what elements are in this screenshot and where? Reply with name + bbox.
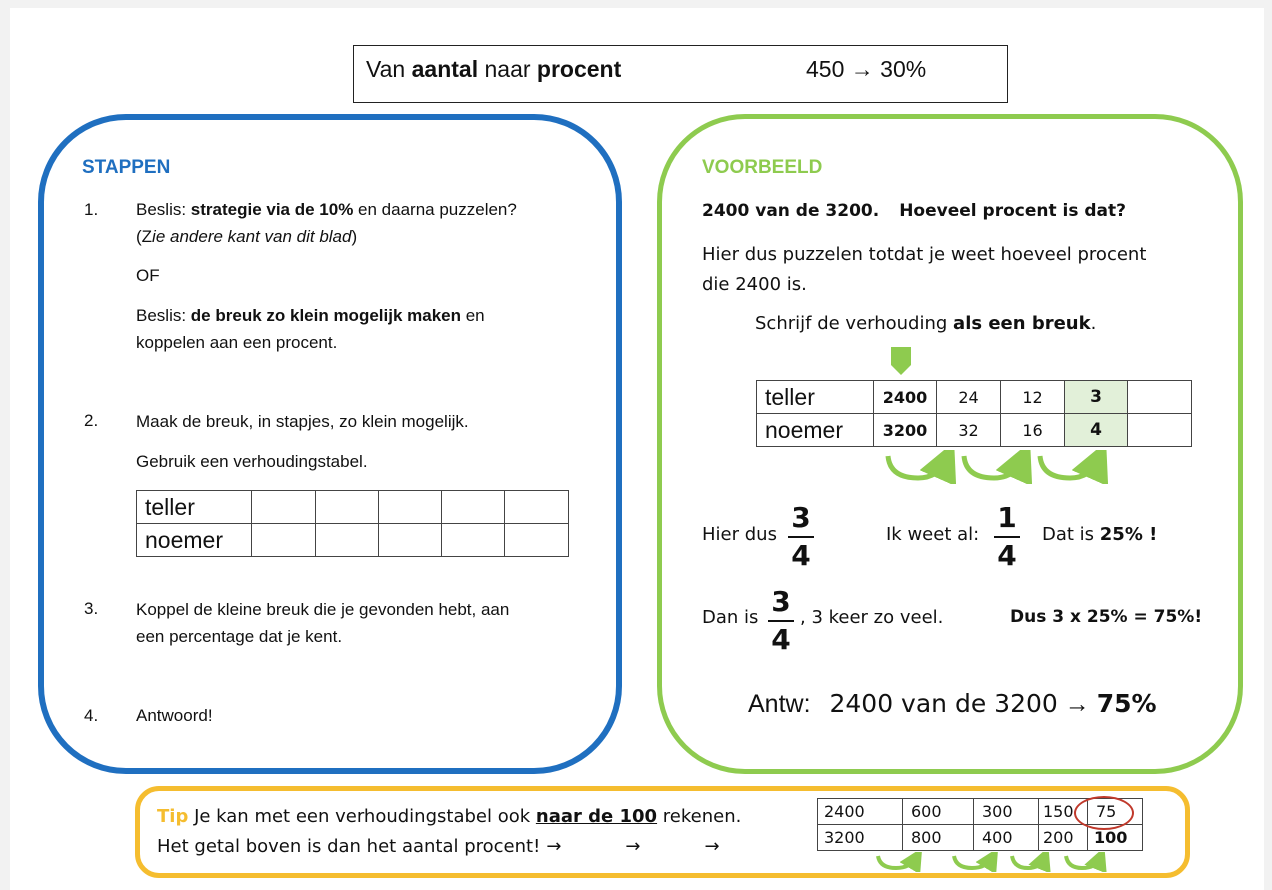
step-1-text: Beslis: strategie via de 10% en daarna puzzelen? (Zie andere kant van dit blad) OF Beslis: de breuk zo klein mogelijk maken en koppelen aan een procent. [136,196,606,356]
step-arrows-icon [880,450,1110,484]
dan-is-label: Dan is [702,607,759,628]
example-intro: Hier dus puzzelen totdat je weet hoeveel procent die 2400 is. [702,244,1147,295]
dus-text: Dus 3 x 25% = 75%! [1010,607,1203,627]
table-cell [1128,381,1192,414]
step-4-text: Antwoord! [136,706,213,725]
stappen-heading: STAPPEN [82,157,171,178]
empty-ratio-table [136,490,569,557]
step-1-or: OF [136,266,160,285]
step-4-number: 4. [84,706,99,725]
keer-text: , 3 keer zo veel. [800,607,944,628]
title-box [353,45,1008,103]
title-example: 450 → 30% [806,56,927,82]
table-cell: 300 [974,799,1039,825]
dat-is-text: Dat is 25% ! [1042,524,1158,545]
step-3-text: Koppel de kleine breuk die je gevonden hebt, aan een percentage dat je kent. [136,600,510,646]
table-label-noemer: noemer [137,524,252,557]
table-cell: 400 [974,825,1039,851]
table-label-teller: teller [137,491,252,524]
hier-dus-label: Hier dus [702,524,777,545]
pointer-marker-icon [888,347,914,377]
table-cell: 12 [1001,381,1065,414]
fraction-1-4: 1 4 [994,503,1020,571]
table-cell: 3200 [874,414,937,447]
table-cell [1128,414,1192,447]
example-instruction: Schrijf de verhouding als een breuk. [755,313,1097,334]
table-cell: 150 [1039,799,1088,825]
voorbeeld-heading: VOORBEELD [702,157,823,178]
table-label-teller: teller [757,381,874,414]
page-title: Van aantal naar procent [366,56,622,82]
table-cell: 24 [937,381,1001,414]
table-cell: 2400 [818,799,903,825]
tip-step-arrows-icon [874,852,1114,872]
step-2-text: Maak de breuk, in stapjes, zo klein mogelijk. Gebruik een verhoudingstabel. [136,412,469,471]
tip-text: Tip Je kan met een verhoudingstabel ook naar de 100 rekenen. Het getal boven is dan het aantal procent! → → → [157,806,742,857]
table-cell: 200 [1039,825,1088,851]
table-cell: 800 [903,825,974,851]
step-3-number: 3. [84,599,99,618]
table-cell: 32 [937,414,1001,447]
table-label-noemer: noemer [757,414,874,447]
ik-weet-label: Ik weet al: [886,524,980,545]
fraction-3-4: 3 4 [768,587,794,655]
table-cell: 600 [903,799,974,825]
example-question: 2400 van de 3200. Hoeveel procent is dat? [702,201,1127,221]
table-cell: 2400 [874,381,937,414]
example-ratio-table [756,380,1192,447]
step-2-number: 2. [84,411,99,430]
table-cell: 75 [1088,799,1143,825]
table-cell: 16 [1001,414,1065,447]
table-cell: 100 [1088,825,1143,851]
table-cell-highlight: 4 [1065,414,1128,447]
table-cell: 3200 [818,825,903,851]
circle-highlight-icon [1074,796,1134,830]
answer-line: Antw: 2400 van de 3200 → 75% [748,689,1157,718]
table-cell-highlight: 3 [1065,381,1128,414]
step-1-number: 1. [84,200,99,219]
fraction-3-4: 3 4 [788,503,814,571]
